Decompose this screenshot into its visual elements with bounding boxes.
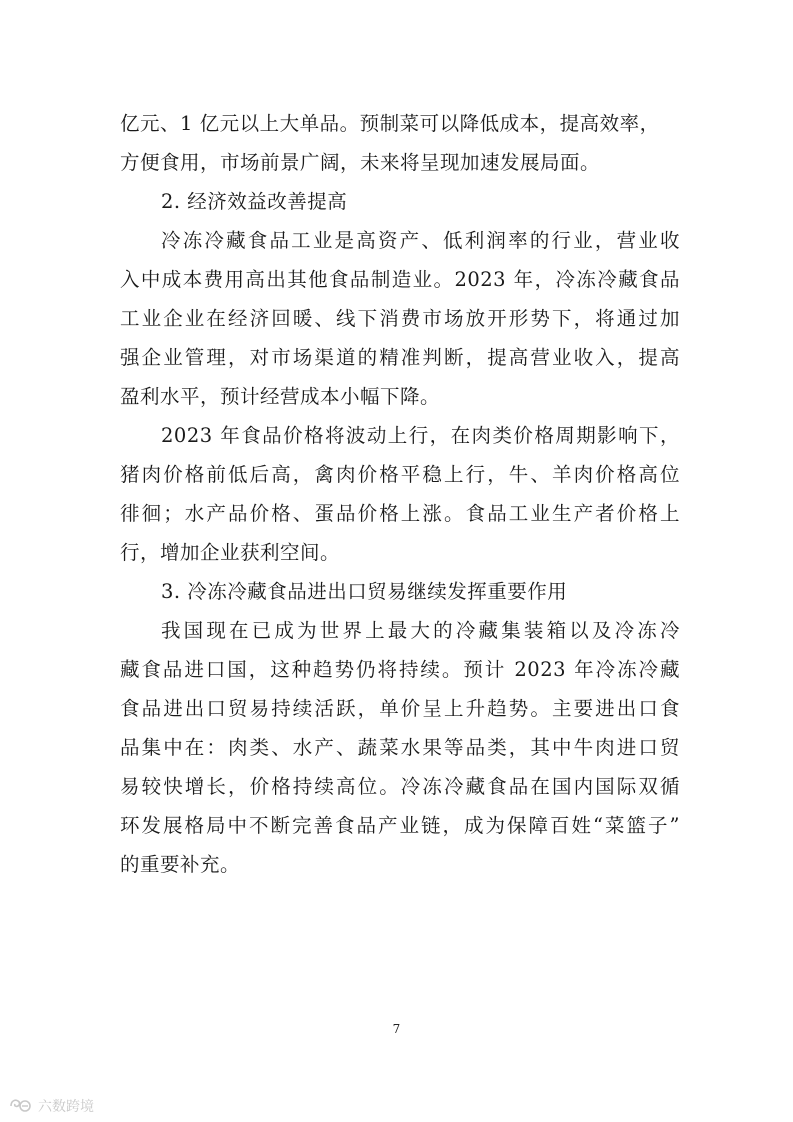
paragraph-line: 方便食用，市场前景广阔，未来将呈现加速发展局面。 — [120, 151, 601, 174]
paragraph-line: 2023 年食品价格将波动上行，在肉类价格周期影响下， — [161, 424, 680, 447]
paragraph-line: 的重要补充。 — [120, 853, 241, 876]
page-body — [120, 104, 680, 884]
paragraph-line: 行，增加企业获利空间。 — [120, 541, 341, 564]
watermark-text: 六数跨境 — [38, 1099, 94, 1115]
page-number: 7 — [392, 1022, 401, 1036]
section-heading-import-export: 3. 冷冻冷藏食品进出口贸易继续发挥重要作用 — [161, 580, 568, 603]
section-heading-economic-benefits: 2. 经济效益改善提高 — [161, 190, 348, 213]
paragraph-line: 环发展格局中不断完善食品产业链，成为保障百姓“菜篮子” — [120, 814, 680, 837]
paragraph-line: 我国现在已成为世界上最大的冷藏集装箱以及冷冻冷 — [161, 619, 680, 642]
paragraph-line: 猪肉价格前低后高，禽肉价格平稳上行，牛、羊肉价格高位 — [120, 463, 680, 486]
paragraph-line: 易较快增长，价格持续高位。冷冻冷藏食品在国内国际双循 — [120, 775, 680, 798]
paragraph-line: 强企业管理，对市场渠道的精准判断，提高营业收入，提高 — [120, 346, 680, 369]
paragraph-line: 盈利水平，预计经营成本小幅下降。 — [120, 385, 441, 408]
paragraph-line: 入中成本费用高出其他食品制造业。2023 年，冷冻冷藏食品 — [120, 268, 680, 291]
paragraph-line: 亿元、1 亿元以上大单品。预制菜可以降低成本，提高效率， — [120, 112, 660, 135]
paragraph-line: 徘徊；水产品价格、蛋品价格上涨。食品工业生产者价格上 — [120, 502, 680, 525]
watermark — [8, 1095, 94, 1117]
paragraph-line: 品集中在：肉类、水产、蔬菜水果等品类，其中牛肉进口贸 — [120, 736, 680, 759]
paragraph-line: 食品进出口贸易持续活跃，单价呈上升趋势。主要进出口食 — [120, 697, 680, 720]
paragraph-line: 冷冻冷藏食品工业是高资产、低利润率的行业，营业收 — [161, 229, 680, 252]
paragraph-line: 藏食品进口国，这种趋势仍将持续。预计 2023 年冷冻冷藏 — [120, 658, 680, 681]
paragraph-line: 工业企业在经济回暖、线下消费市场放开形势下，将通过加 — [120, 307, 680, 330]
watermark-logo-icon — [8, 1097, 34, 1115]
